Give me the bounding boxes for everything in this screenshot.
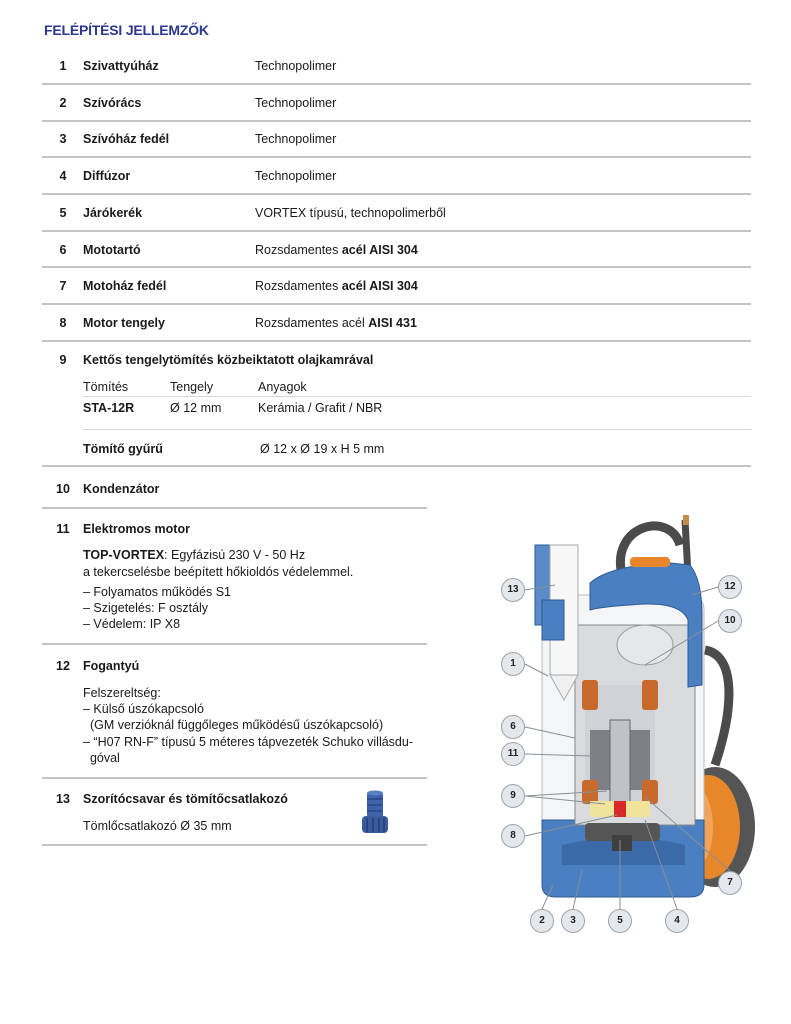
callout-1: 1 xyxy=(501,652,525,676)
seal-model: STA-12R xyxy=(83,401,135,415)
handle-line: góval xyxy=(83,751,120,765)
callout-8: 8 xyxy=(501,824,525,848)
component-number: 4 xyxy=(59,169,67,183)
handle-line: – Külső úszókapcsoló xyxy=(83,702,204,716)
component-name: Diffúzor xyxy=(83,169,131,183)
motor-bullet: – Védelem: IP X8 xyxy=(83,617,181,631)
motor-spec-line: TOP-VORTEX: Egyfázisú 230 V - 50 Hz xyxy=(83,548,306,562)
callout-4: 4 xyxy=(665,909,689,933)
callout-10: 10 xyxy=(718,609,742,633)
callout-6: 6 xyxy=(501,715,525,739)
callout-13: 13 xyxy=(501,578,525,602)
component-number: 8 xyxy=(59,316,67,330)
component-number: 7 xyxy=(59,279,67,293)
component-material: Rozsdamentes acél AISI 304 xyxy=(255,243,418,257)
component-name: Elektromos motor xyxy=(83,522,190,536)
component-number: 9 xyxy=(59,353,67,367)
component-material: Technopolimer xyxy=(255,132,337,146)
component-number: 2 xyxy=(59,96,67,110)
callout-7: 7 xyxy=(718,871,742,895)
component-number: 11 xyxy=(56,522,70,536)
component-name: Motoház fedél xyxy=(83,279,167,293)
component-number: 12 xyxy=(56,659,70,673)
component-name: Szívóház fedél xyxy=(83,132,170,146)
seal-materials: Kerámia / Grafit / NBR xyxy=(258,401,383,415)
connector-detail: Tömlőcsatlakozó Ø 35 mm xyxy=(83,819,232,833)
component-name: Mototartó xyxy=(83,243,141,257)
seal-header-shaft: Tengely xyxy=(170,380,214,394)
seal-ring-label: Tömítő gyűrű xyxy=(83,442,163,456)
callout-2: 2 xyxy=(530,909,554,933)
component-number: 3 xyxy=(59,132,67,146)
motor-protection-line: a tekercselésbe beépített hőkioldós védelemmel. xyxy=(83,565,354,579)
seal-shaft: Ø 12 mm xyxy=(170,401,222,415)
component-number: 5 xyxy=(59,206,67,220)
component-name: Szivattyúház xyxy=(83,59,159,73)
motor-bullet: – Szigetelés: F osztály xyxy=(83,601,209,615)
handle-line: – “H07 RN-F” típusú 5 méteres tápvezeték Schuko villásdu- xyxy=(83,735,413,749)
page-title: FELÉPÍTÉSI JELLEMZŐK xyxy=(44,22,209,38)
motor-bullet: – Folyamatos működés S1 xyxy=(83,585,231,599)
callout-9: 9 xyxy=(501,784,525,808)
seal-header-seal: Tömítés xyxy=(83,380,129,394)
callout-5: 5 xyxy=(608,909,632,933)
component-material: Rozsdamentes acél AISI 431 xyxy=(255,316,417,330)
component-number: 6 xyxy=(59,243,67,257)
component-name: Járókerék xyxy=(83,206,143,220)
callout-11: 11 xyxy=(501,742,525,766)
component-name: Fogantyú xyxy=(83,659,140,673)
component-name: Kondenzátor xyxy=(83,482,160,496)
handle-line: Felszereltség: xyxy=(83,686,161,700)
component-material: VORTEX típusú, technopolimerből xyxy=(255,206,446,220)
component-number: 10 xyxy=(56,482,70,496)
component-material: Rozsdamentes acél AISI 304 xyxy=(255,279,418,293)
component-name: Kettős tengelytömítés közbeiktatott olajkamrával xyxy=(83,353,374,367)
component-material: Technopolimer xyxy=(255,169,337,183)
seal-header-materials: Anyagok xyxy=(258,380,307,394)
component-material: Technopolimer xyxy=(255,59,337,73)
component-number: 13 xyxy=(56,792,70,806)
callout-3: 3 xyxy=(561,909,585,933)
handle-line: (GM verzióknál függőleges működésű úszókapcsoló) xyxy=(83,718,384,732)
seal-ring-value: Ø 12 x Ø 19 x H 5 mm xyxy=(260,442,385,456)
callout-12: 12 xyxy=(718,575,742,599)
component-name: Motor tengely xyxy=(83,316,165,330)
component-name: Szorítócsavar és tömítőcsatlakozó xyxy=(83,792,288,806)
component-material: Technopolimer xyxy=(255,96,337,110)
component-name: Szívórács xyxy=(83,96,142,110)
component-number: 1 xyxy=(59,59,67,73)
